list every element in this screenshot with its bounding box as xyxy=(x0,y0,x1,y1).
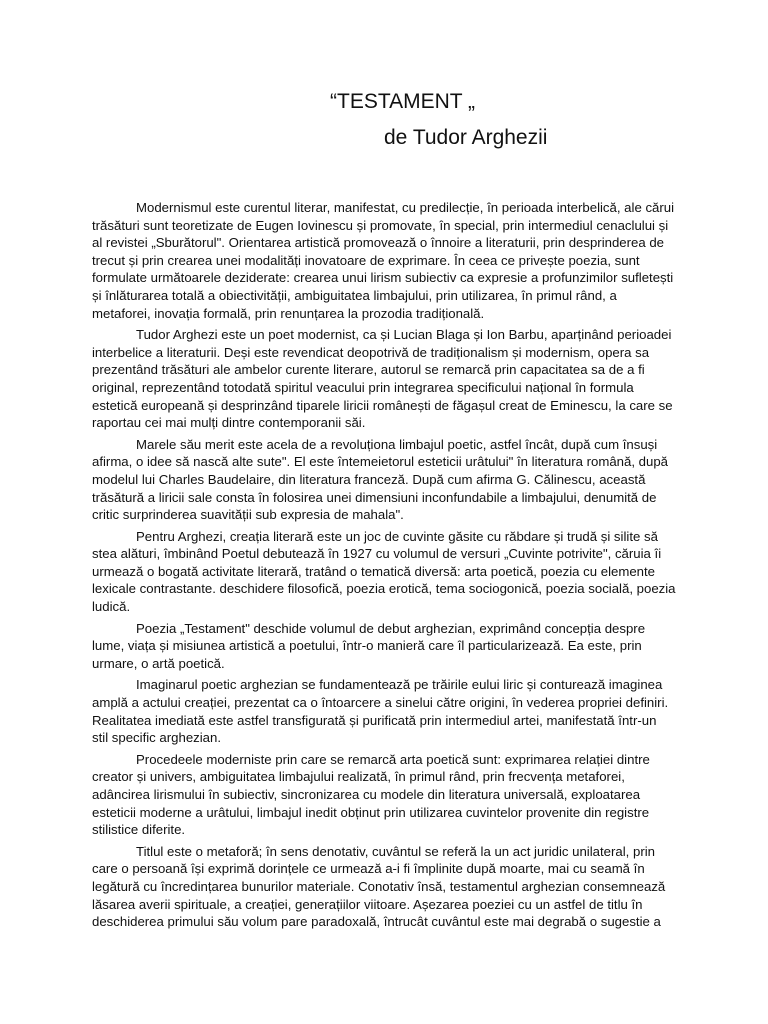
paragraph: Pentru Arghezi, creația literară este un joc de cuvinte găsite cu răbdare și trudă și silite să stea alături, îmbinând Poetul debutează în 1927 cu volumul de versuri „Cuvinte potrivite", căruia îi urmează o bogată activitate literară, tratând o tematică diversă: arta poetică, poezia cu elemente lexicale contrastante. deschidere filosofică, poezia erotică, tema sociogonică, poezia socială, poezia ludică. xyxy=(92,528,676,615)
paragraph: Tudor Arghezi este un poet modernist, ca și Lucian Blaga și Ion Barbu, aparținând perioadei interbelice a literaturii. Deși este revendicat deopotrivă de tradiționalism și modernism, opera sa prezentând trăsături ale ambelor curente literare, autorul se remarcă prin capacitatea sa de a fi original, reprezentând totodată spiritul veacului prin integrarea specificului național în formula estetică europeană și desprinzând tiparele liricii românești de făgașul creat de Eminescu, la care se raportau cei mai mulți dintre contemporanii săi. xyxy=(92,327,673,431)
paragraph: Marele său merit este acela de a revoluționa limbajul poetic, astfel încât, după cum însuși afirma, o idee să nască alte sute". El este întemeietorul esteticii urâtului" în literatura română, după modelul lui Charles Baudelaire, din literatura franceză. După cum afirma G. Călinescu, această trăsătură a liricii sale consta în folosirea unei dimensiuni inconfundabile a limbajului, denumită de critic surprinderea suavității sub expresia de mahala". xyxy=(92,436,668,523)
paragraph: Procedeele moderniste prin care se remarcă arta poetică sunt: exprimarea relației dintre creator și univers, ambiguitatea limbajului realizată, în primul rând, prin frecvența metaforei, adâncirea lirismului în subiectiv, sincronizarea cu modele din literatura universală, exploatarea esteticii moderne a urâtului, limbajul inedit obținut prin utilizarea cuvintelor provenite din registre stilistice diferite. xyxy=(92,751,650,838)
paragraph: Imaginarul poetic arghezian se fundamentează pe trăirile eului liric și conturează imaginea amplă a actului creației, prezentat ca o întoarcere a sinelui către origini, în vederea propriei definiri. Realitatea imediată este astfel transfigurată și purificată prin intermediul artei, manifestată într-un stil specific arghezian. xyxy=(92,677,669,746)
paragraph: Modernismul este curentul literar, manifestat, cu predilecție, în perioada interbelică, ale cărui trăsături sunt teoretizate de Eugen Iovinescu și promovate, în special, prin intermediul cenaclului și al revistei „Sburătorul". Orientarea artistică promovează o înnoire a literaturii, prin desprinderea de trecut și prin crearea unei modalități inovatoare de exprimare. În ceea ce privește poezia, sunt formulate următoarele deziderate: crearea unui lirism subiectiv ca expresie a profunzimilor sufletești și înlăturarea totală a obiectivității, ambiguitatea limbajului, prin utilizarea, în primul rând, a metaforei, inovația formală, prin renunțarea la prozodia tradițională. xyxy=(92,200,675,321)
document-title: “TESTAMENT „ xyxy=(330,90,476,113)
document-body xyxy=(92,199,676,935)
document-subtitle: de Tudor Arghezii xyxy=(384,126,548,149)
paragraph: Titlul este o metaforă; în sens denotativ, cuvântul se referă la un act juridic unilateral, prin care o persoană își exprimă dorințele ce urmează a-i fi împlinite după moarte, mai cu seamă în legătură cu încredințarea bunurilor materiale. Conotativ însă, testamentul arghezian consemnează lăsarea averii spirituale, a creației, generațiilor viitoare. Așezarea poeziei cu un astfel de titlu în deschiderea primului său volum pare paradoxală, întrucât cuvântul este mai degrabă o sugestie a xyxy=(92,843,666,930)
paragraph: Poezia „Testament" deschide volumul de debut arghezian, exprimând concepția despre lume, viața și misiunea artistică a poetului, într-o manieră care îl particularizează. Ea este, prin urmare, o artă poetică. xyxy=(92,620,646,671)
